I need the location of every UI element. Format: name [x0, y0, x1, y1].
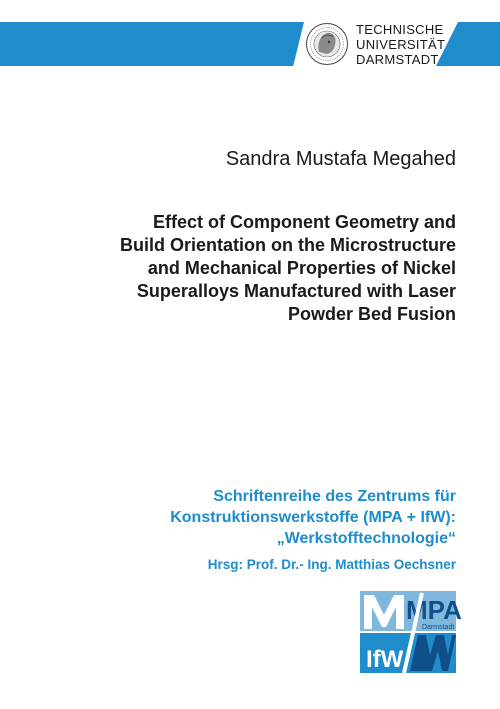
series-block [36, 486, 456, 572]
header-bar-right [436, 22, 500, 66]
header-bar-wedge [280, 22, 304, 66]
title-line-4: Superalloys Manufactured with Laser [136, 281, 456, 301]
logo-bottom-text: IfW [366, 646, 404, 673]
title-line-2: Build Orientation on the Microstructure [119, 235, 456, 255]
title-line-5: Powder Bed Fusion [287, 304, 456, 324]
university-name-line-2: UNIVERSITÄT [356, 37, 446, 52]
series-line-3: „Werkstofftechnologie“ [276, 530, 456, 547]
logo-top-text: MPA [406, 595, 462, 625]
series-line-2: Konstruktionswerkstoffe (MPA + IfW): [170, 509, 456, 526]
university-seal-icon [305, 22, 349, 66]
title-line-1: Effect of Component Geometry and [152, 212, 456, 232]
university-name-line-1: TECHNISCHE [356, 22, 444, 37]
series-line-1: Schriftenreihe des Zentrums für [213, 488, 456, 505]
series-editor: Hrsg: Prof. Dr.- Ing. Matthias Oechsner [207, 557, 456, 572]
header-bar-left [0, 22, 292, 66]
university-name [356, 22, 445, 67]
title-line-3: and Mechanical Properties of Nickel [147, 258, 456, 278]
logo-sub-text: Darmstadt [422, 624, 455, 631]
book-title [36, 211, 456, 326]
mpa-ifw-logo-icon [360, 591, 462, 673]
author-name: Sandra Mustafa Megahed [225, 148, 456, 170]
university-name-line-3: DARMSTADT [356, 52, 439, 67]
